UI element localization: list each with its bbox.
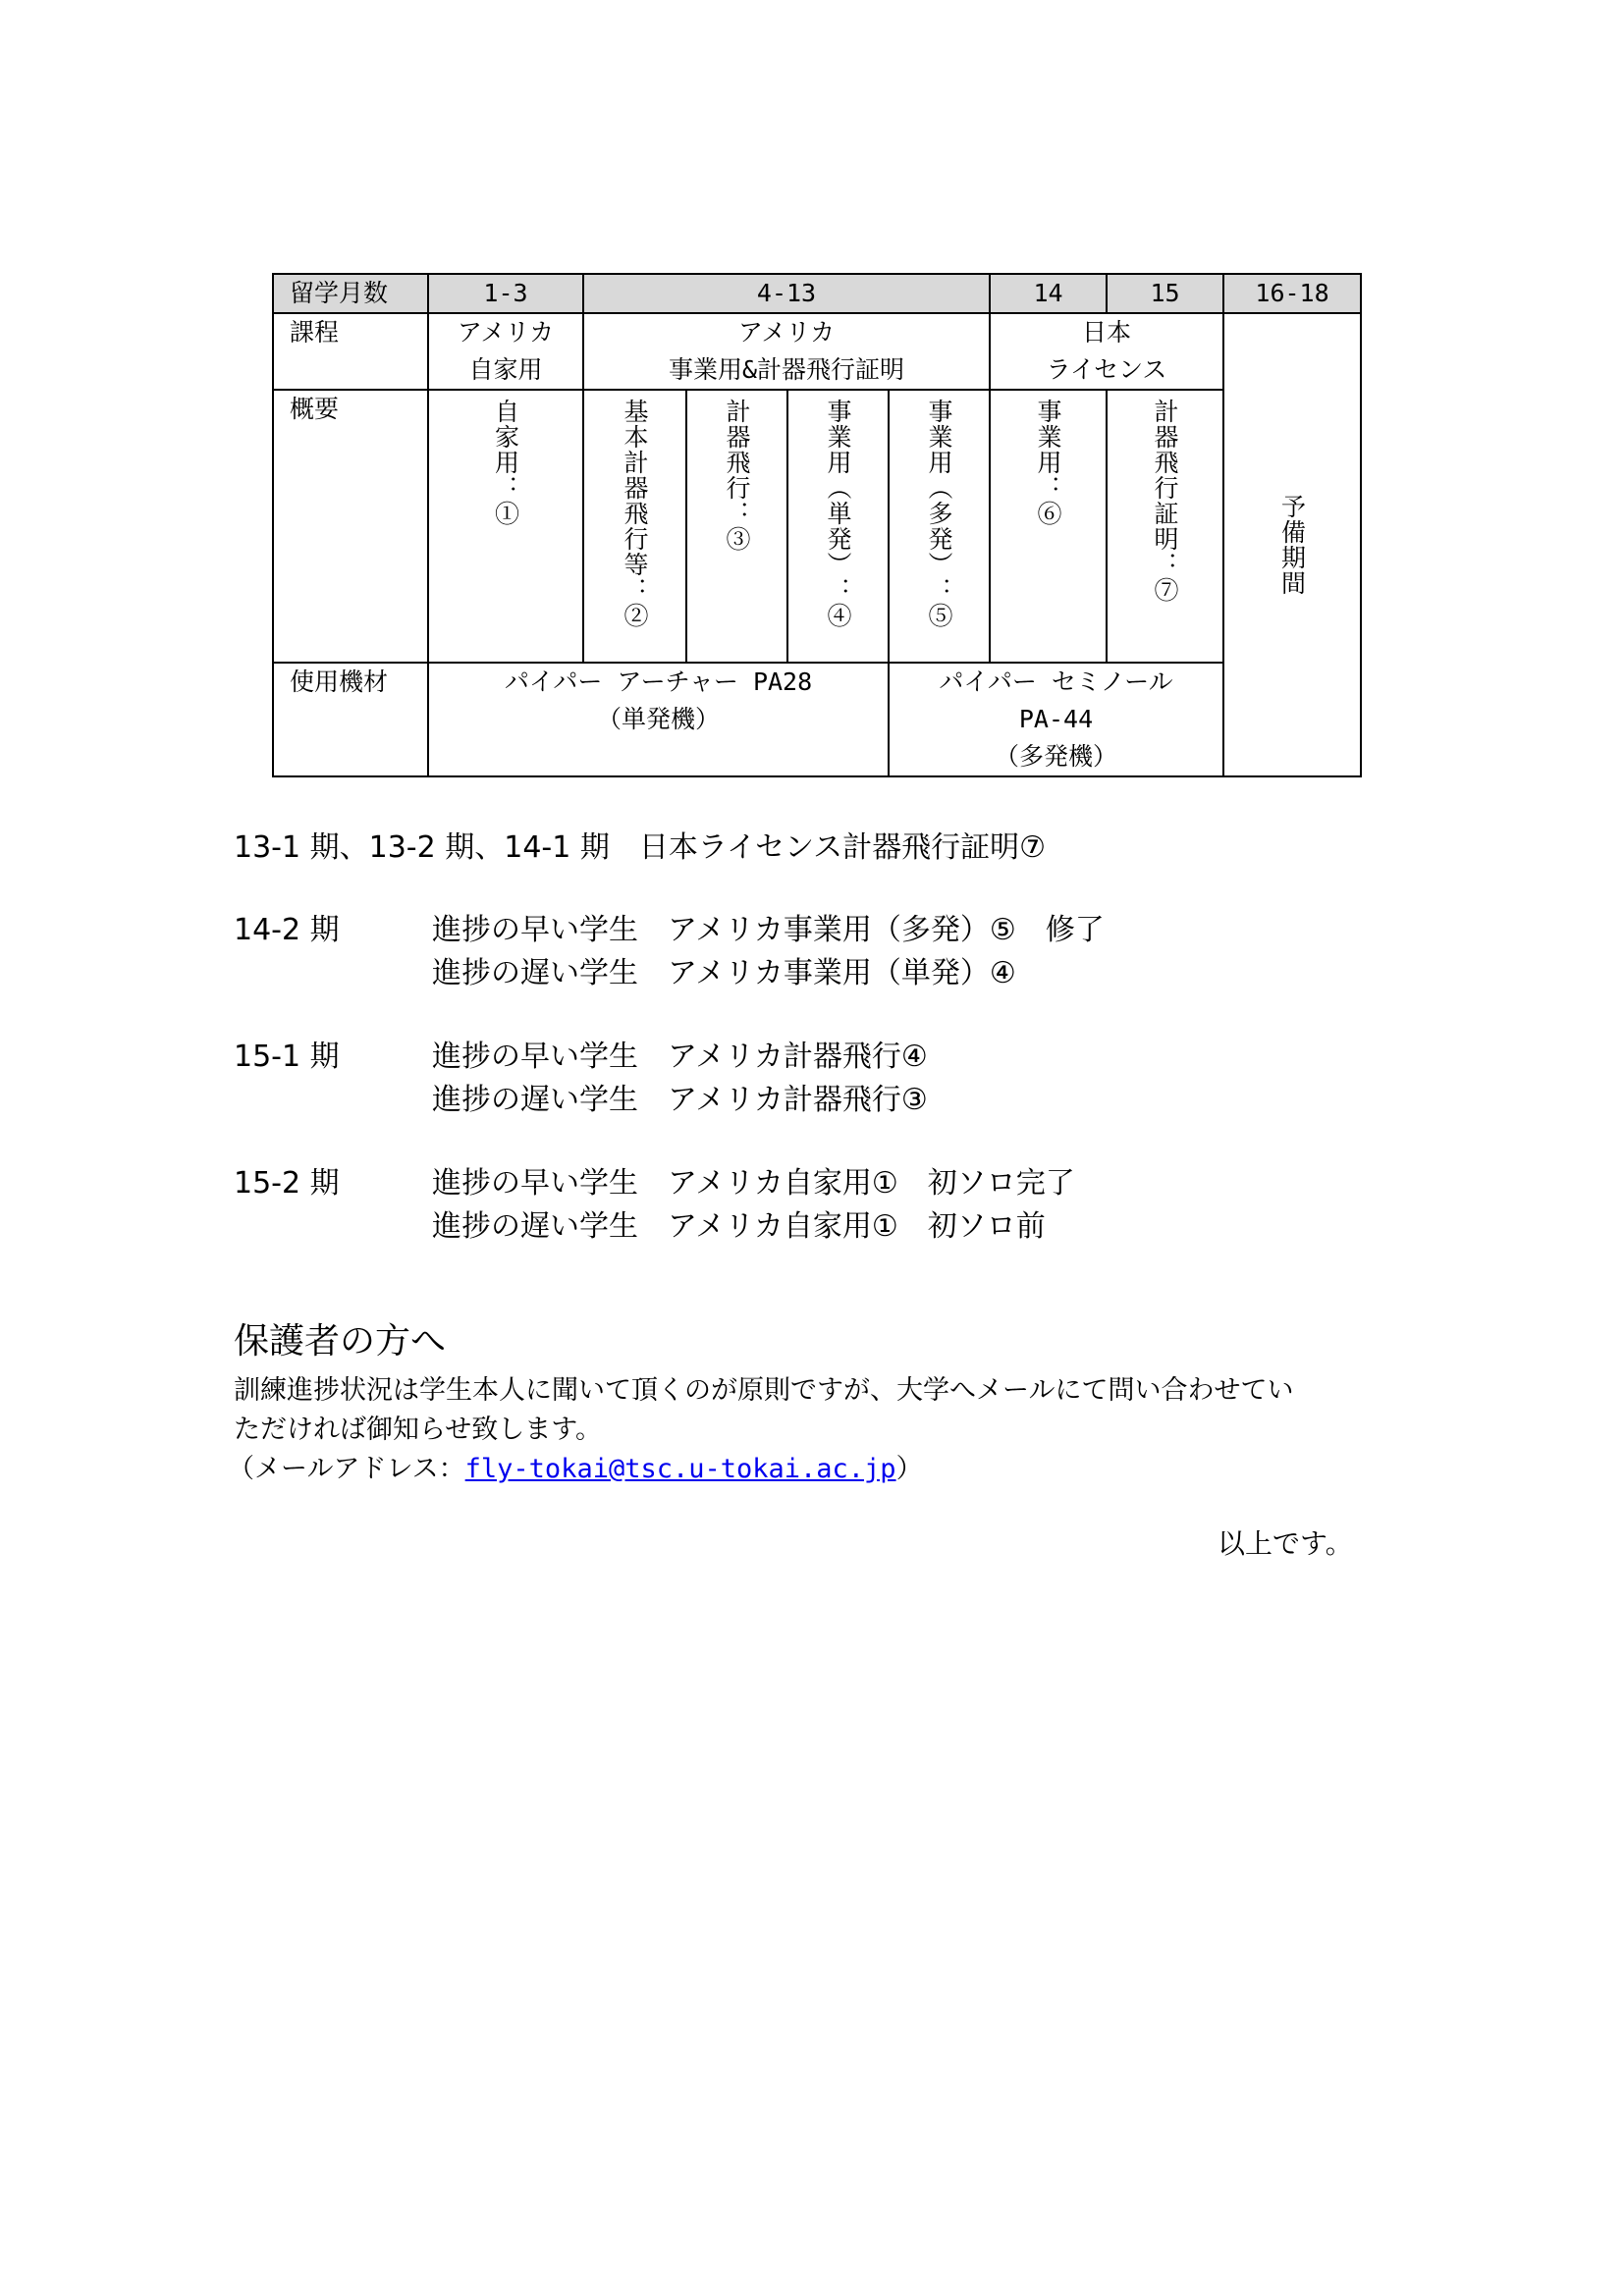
summary-cell-5 bbox=[889, 390, 990, 663]
guardian-mail-line bbox=[228, 1450, 923, 1489]
term-15-1: 15-1 期 bbox=[234, 1040, 340, 1074]
study-schedule-table bbox=[272, 273, 1362, 777]
aircraft-multi-line1: パイパー セミノール bbox=[939, 667, 1173, 696]
months-14: 14 bbox=[990, 274, 1107, 313]
schedule-line-1: 13-1 期、13-2 期、14-1 期 日本ライセンス計器飛行証明⑦ bbox=[234, 830, 1047, 865]
summary-2: 基本計器飛行等：② bbox=[621, 399, 649, 628]
mail-prefix: （メールアドレス： bbox=[228, 1454, 465, 1484]
summary-cell-2 bbox=[583, 390, 686, 663]
guardian-paragraph-line1: 訓練進捗状況は学生本人に聞いて頂くのが原則ですが、大学へメールにて問い合わせてい bbox=[234, 1375, 1294, 1406]
months-15: 15 bbox=[1107, 274, 1223, 313]
course-japan-line1: 日本 bbox=[1082, 318, 1132, 347]
summary-7: 計器飛行証明：⑦ bbox=[1151, 399, 1180, 603]
course-us-commercial bbox=[583, 313, 990, 390]
closing-text: 以上です。 bbox=[1218, 1527, 1353, 1560]
term-15-2-slow: 進捗の遅い学生 アメリカ自家用① 初ソロ前 bbox=[432, 1209, 1046, 1244]
aircraft-single-line2: （単発機） bbox=[596, 705, 720, 733]
summary-cell-1 bbox=[428, 390, 583, 663]
aircraft-multi-line3: （多発機） bbox=[995, 742, 1118, 771]
summary-cell-6 bbox=[990, 390, 1107, 663]
summary-row bbox=[273, 390, 1361, 663]
term-14-2-fast: 進捗の早い学生 アメリカ事業用（多発）⑤ 修了 bbox=[432, 913, 1105, 947]
summary-4: 事業用（単発）：④ bbox=[824, 399, 852, 628]
course-us-private bbox=[428, 313, 583, 390]
term-15-2: 15-2 期 bbox=[234, 1166, 340, 1201]
summary-5: 事業用（多発）：⑤ bbox=[925, 399, 954, 628]
summary-1: 自家用：① bbox=[491, 399, 520, 526]
course-row bbox=[273, 313, 1361, 390]
summary-cell-4 bbox=[787, 390, 889, 663]
aircraft-row bbox=[273, 663, 1361, 776]
summary-3: 計器飛行：③ bbox=[723, 399, 751, 552]
header-row bbox=[273, 274, 1361, 313]
course-japan-line2: ライセンス bbox=[1046, 355, 1167, 384]
summary-label: 概要 bbox=[273, 390, 428, 663]
months-label: 留学月数 bbox=[273, 274, 428, 313]
aircraft-single bbox=[428, 663, 889, 776]
aircraft-multi-line2: PA-44 bbox=[1018, 705, 1094, 733]
course-us-private-line1: アメリカ bbox=[457, 318, 555, 347]
course-us-commercial-line2: 事業用&計器飛行証明 bbox=[668, 355, 905, 384]
term-15-2-fast: 進捗の早い学生 アメリカ自家用① 初ソロ完了 bbox=[432, 1166, 1075, 1201]
course-label: 課程 bbox=[273, 313, 428, 390]
summary-cell-3 bbox=[686, 390, 787, 663]
term-15-1-fast: 進捗の早い学生 アメリカ計器飛行④ bbox=[432, 1040, 928, 1074]
term-14-2-slow: 進捗の遅い学生 アメリカ事業用（単発）④ bbox=[432, 956, 1016, 990]
summary-6: 事業用：⑥ bbox=[1034, 399, 1063, 526]
months-16-18: 16-18 bbox=[1223, 274, 1361, 313]
term-15-1-slow: 進捗の遅い学生 アメリカ計器飛行③ bbox=[432, 1083, 928, 1117]
months-4-13: 4-13 bbox=[583, 274, 990, 313]
summary-cell-7 bbox=[1107, 390, 1223, 663]
mail-suffix: ） bbox=[895, 1454, 923, 1484]
term-14-2: 14-2 期 bbox=[234, 913, 340, 947]
aircraft-label: 使用機材 bbox=[273, 663, 428, 776]
course-us-private-line2: 自家用 bbox=[468, 355, 543, 384]
reserve-period bbox=[1223, 313, 1361, 776]
reserve-period-text: 予備期間 bbox=[1277, 494, 1307, 596]
guardian-paragraph-line2: ただければ御知らせ致します。 bbox=[234, 1415, 603, 1445]
aircraft-single-line1: パイパー アーチャー PA28 bbox=[504, 667, 813, 696]
aircraft-multi bbox=[889, 663, 1223, 776]
email-link[interactable]: fly-tokai@tsc.u-tokai.ac.jp bbox=[464, 1454, 896, 1484]
course-us-commercial-line1: アメリカ bbox=[737, 318, 836, 347]
guardian-heading: 保護者の方へ bbox=[234, 1321, 447, 1362]
months-1-3: 1-3 bbox=[428, 274, 583, 313]
course-japan-license bbox=[990, 313, 1223, 390]
